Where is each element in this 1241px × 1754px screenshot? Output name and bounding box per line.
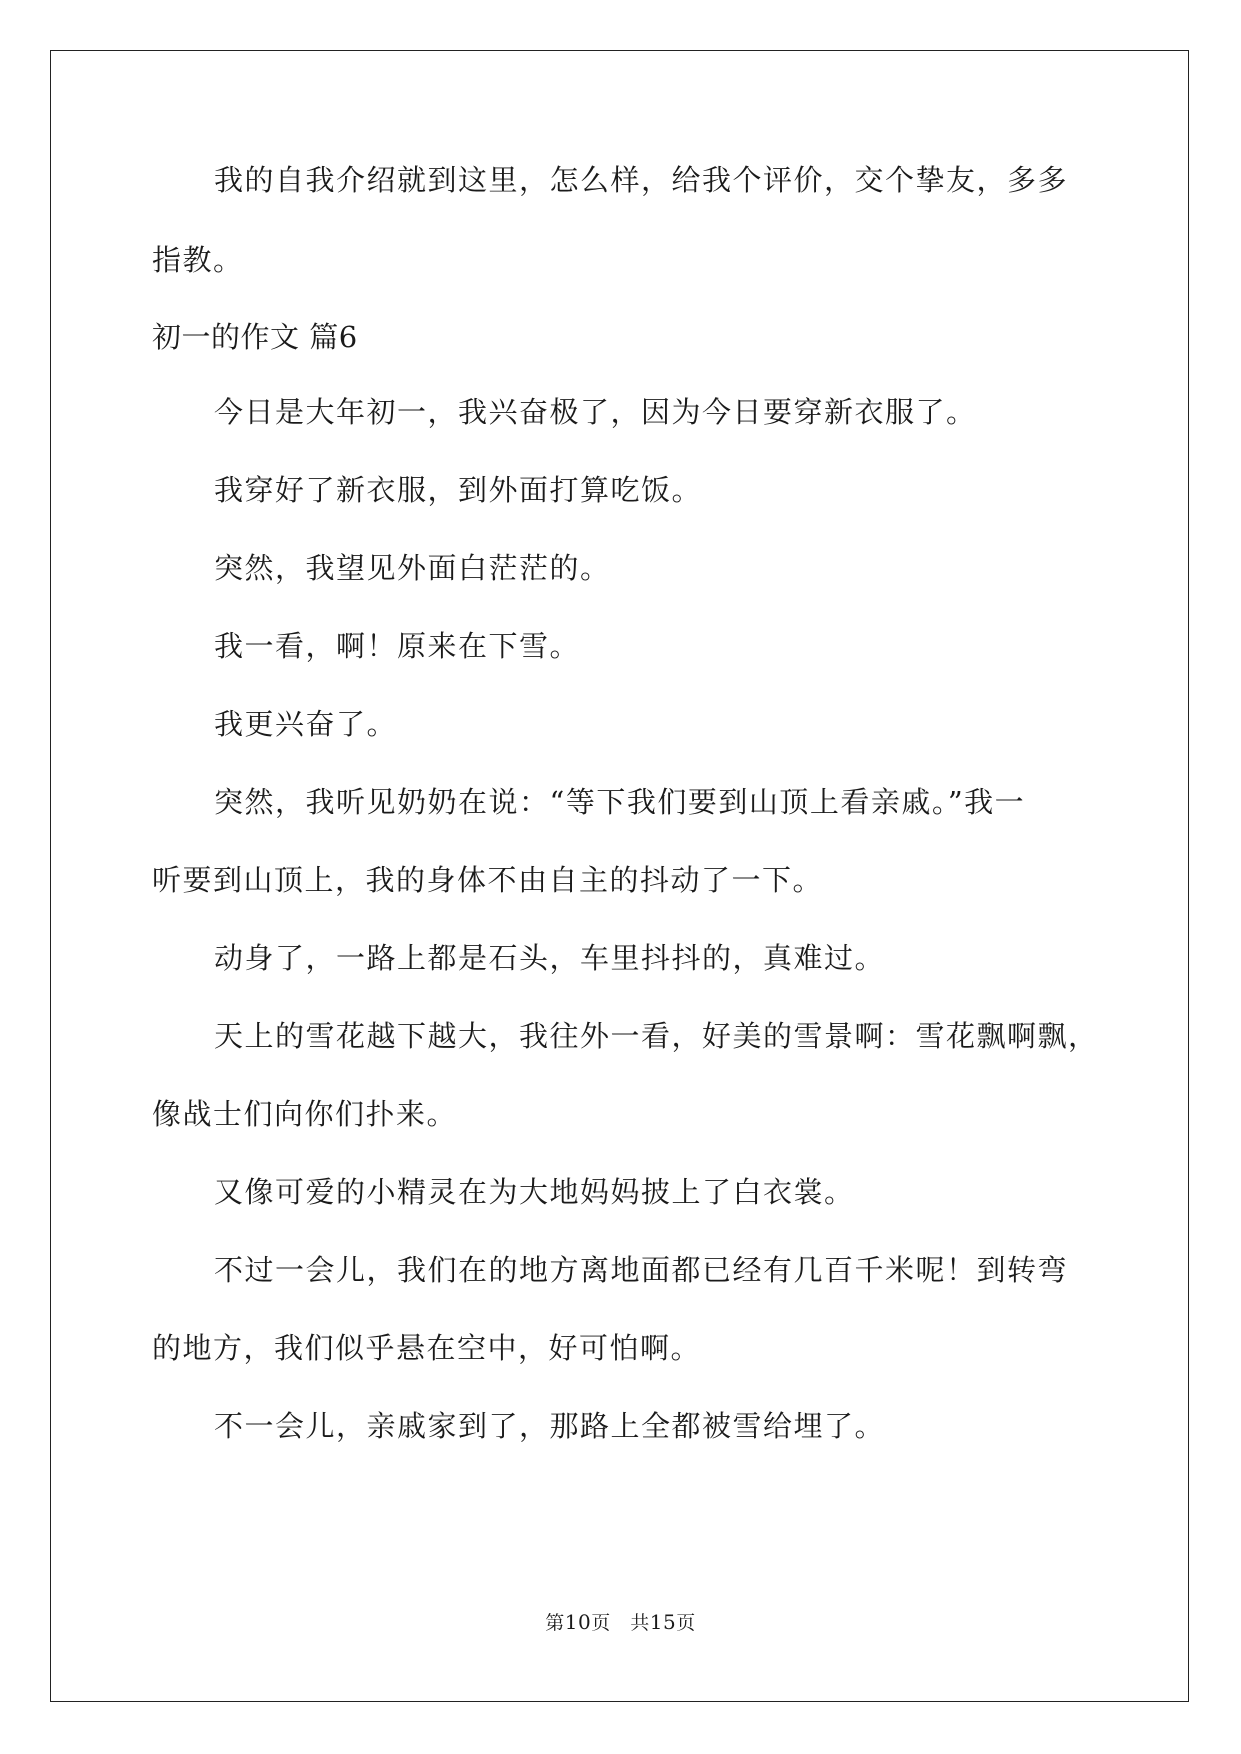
paragraph-line: 动身了，一路上都是石头，车里抖抖的，真难过。 — [214, 941, 886, 975]
current-page-number: 10 — [564, 1610, 592, 1634]
paragraph-line: 突然，我望见外面白茫茫的。 — [214, 551, 611, 585]
footer-prefix: 第 — [545, 1612, 565, 1634]
footer-suffix: 页 — [676, 1612, 696, 1634]
section-heading: 初一的作文 篇6 — [152, 320, 358, 354]
paragraph-line: 天上的雪花越下越大，我往外一看，好美的雪景啊：雪花飘啊飘， — [214, 1019, 1099, 1053]
paragraph-line: 突然，我听见奶奶在说：“等下我们要到山顶上看亲戚。”我一 — [214, 785, 1026, 819]
total-page-count: 15 — [649, 1610, 677, 1634]
paragraph-line: 听要到山顶上，我的身体不由自主的抖动了一下。 — [152, 863, 824, 897]
footer-middle: 页 共 — [591, 1612, 650, 1634]
paragraph-line: 又像可爱的小精灵在为大地妈妈披上了白衣裳。 — [214, 1175, 855, 1209]
paragraph-line: 不一会儿，亲戚家到了，那路上全都被雪给埋了。 — [214, 1409, 886, 1443]
paragraph-line: 我穿好了新衣服，到外面打算吃饭。 — [214, 473, 703, 507]
paragraph-line: 指教。 — [152, 243, 244, 277]
paragraph-line: 像战士们向你们扑来。 — [152, 1097, 458, 1131]
page-footer — [0, 1610, 1241, 1635]
paragraph-line: 今日是大年初一，我兴奋极了，因为今日要穿新衣服了。 — [214, 395, 977, 429]
paragraph-line: 的地方，我们似乎悬在空中，好可怕啊。 — [152, 1331, 702, 1365]
paragraph-line: 我更兴奋了。 — [214, 707, 398, 741]
paragraph-line: 不过一会儿，我们在的地方离地面都已经有几百千米呢！到转弯 — [214, 1253, 1069, 1287]
paragraph-line: 我的自我介绍就到这里，怎么样，给我个评价，交个挚友，多多 — [214, 163, 1069, 197]
paragraph-line: 我一看，啊！原来在下雪。 — [214, 629, 581, 663]
